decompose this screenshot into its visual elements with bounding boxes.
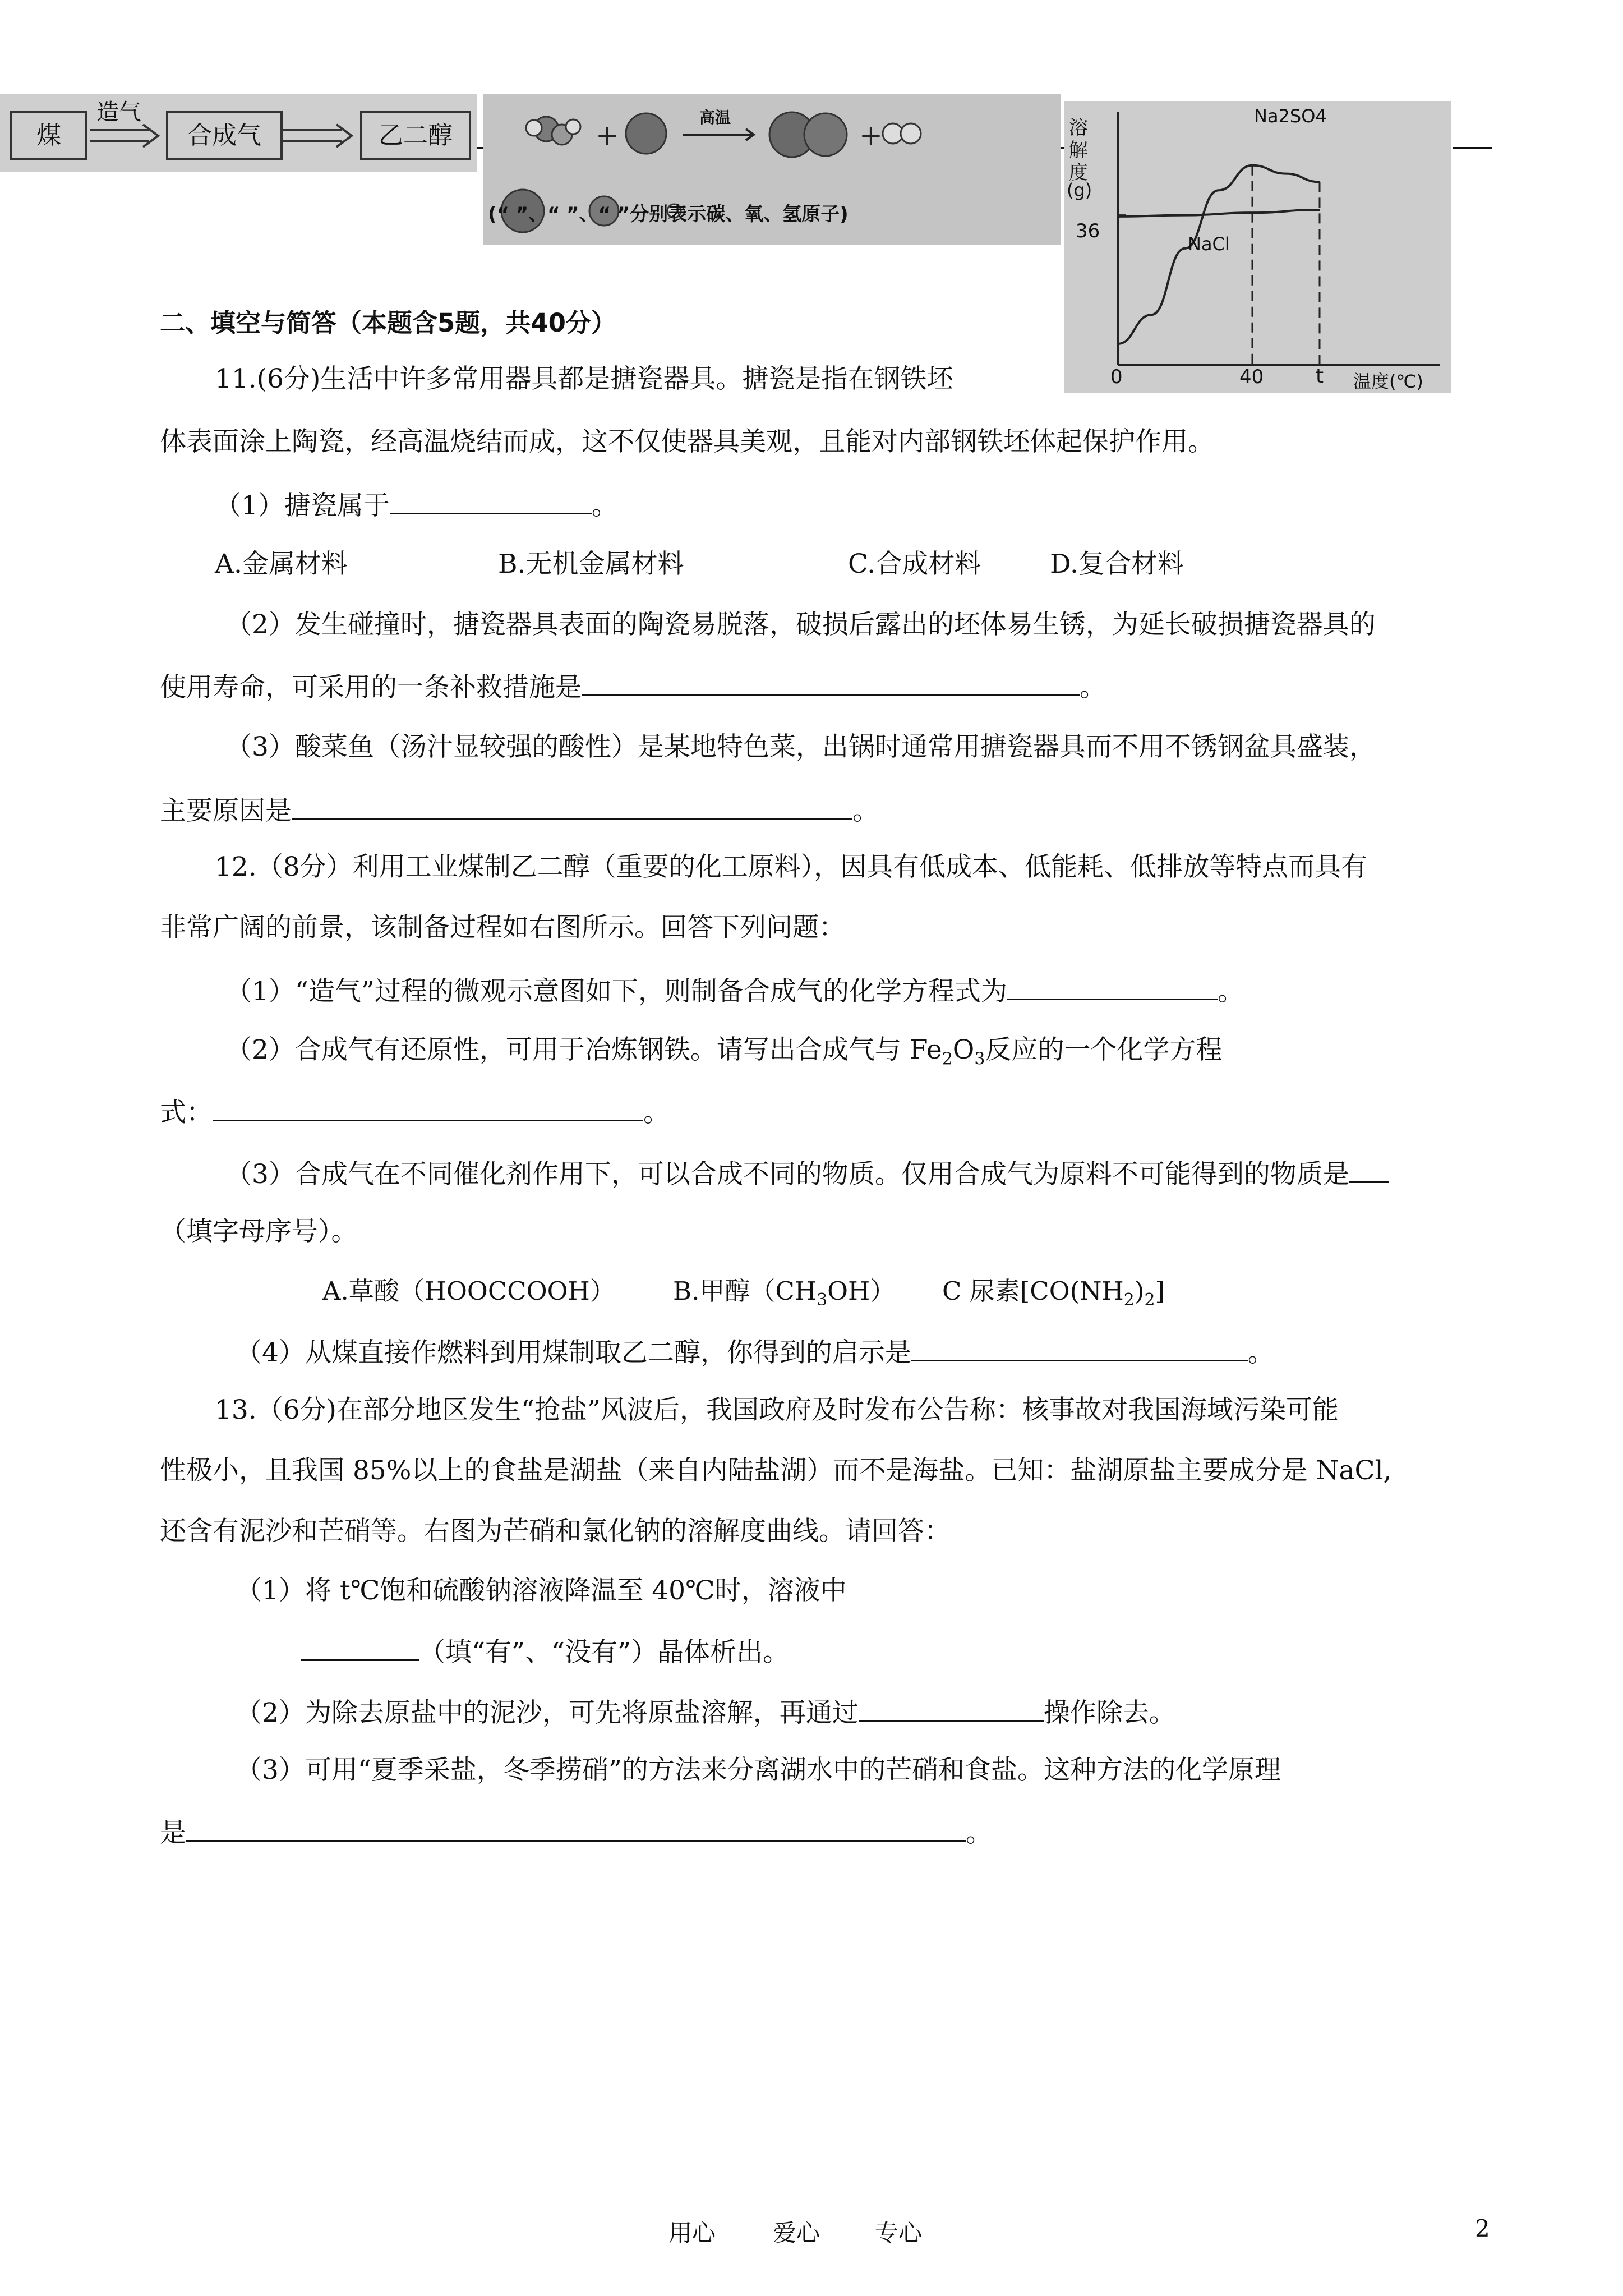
oxygen-atom-icon: [626, 113, 666, 154]
q12-option-c-text: C 尿素[CO(NH: [942, 1276, 1124, 1306]
chart-ylabel-4: (g): [1067, 180, 1092, 201]
flow-arrow-label: 造气: [96, 99, 141, 125]
q12-part2-text-post: 反应的一个化学方程: [985, 1034, 1223, 1065]
q12-option-b-text: B.甲醇（CH: [673, 1276, 817, 1306]
q13-part1-text: （填“有”、“没有”）晶体析出。: [419, 1637, 790, 1668]
page-number: 2: [1475, 2215, 1490, 2242]
footer-motto-1: 用心: [668, 2219, 716, 2247]
reaction-figure: [483, 94, 1061, 245]
q12-part4: [236, 1334, 1274, 1370]
h2-molecule-icon: [883, 123, 921, 144]
q11-stem-2: 体表面涂上陶瓷，经高温烧结而成，这不仅使器具美观，且能对内部钢铁坯体起保护作用。: [160, 426, 1214, 457]
q12-part3-text: （3）合成气在不同催化剂作用下，可以合成不同的物质。仅用合成气为原料不可能得到的物质是: [225, 1159, 1349, 1190]
co-molecule-icon: [769, 112, 847, 157]
q11-option-b: B.无机金属材料: [498, 549, 684, 579]
q11-option-a: A.金属材料: [215, 549, 348, 579]
q13-part3-text: 是: [160, 1818, 186, 1848]
q12-part3-line2: （填字母序号）。: [160, 1216, 358, 1247]
q12-part3-line1: [225, 1156, 1389, 1191]
q12-option-c-sub2: 2: [1144, 1290, 1155, 1310]
chart-ylabel-1: 溶: [1069, 117, 1088, 139]
q12-part2-sub1: 2: [942, 1049, 953, 1069]
q11-part3-text: 主要原因是: [160, 795, 292, 826]
section-heading: 二、填空与简答（本题含5题，共40分）: [160, 308, 616, 338]
q12-part2-sub2: 3: [974, 1049, 985, 1069]
q11-option-c: C.合成材料: [848, 549, 981, 579]
chart-xtick-40: 40: [1239, 366, 1264, 388]
q11-part1-blank[interactable]: [390, 487, 592, 514]
q11-part2-line2: [160, 669, 1106, 705]
q13-stem-2: 性极小，且我国 85%以上的食盐是湖盐（来自内陆盐湖）而不是海盐。已知：盐湖原盐主要成分是 NaCl,: [160, 1455, 1392, 1486]
q11-part3-line2: [160, 792, 879, 828]
footer-motto-2: 爱心: [773, 2219, 820, 2247]
flow-box-syngas: 合成气: [166, 111, 283, 160]
reaction-condition: 高温: [699, 108, 731, 127]
q13-stem-3: 还含有泥沙和芒硝等。右图为芒硝和氯化钠的溶解度曲线。请回答：: [160, 1516, 951, 1547]
q12-option-c-mid: ): [1134, 1276, 1145, 1306]
q11-option-d: D.复合材料: [1050, 549, 1184, 579]
q12-option-c-post: ]: [1155, 1276, 1165, 1306]
q13-part2-text: （2）为除去原盐中的泥沙，可先将原盐溶解，再通过: [236, 1697, 859, 1728]
q12-option-a: A.草酸（HOOCCOOH）: [322, 1276, 615, 1306]
q12-option-b: [673, 1274, 895, 1317]
chart-xtick-0: 0: [1110, 366, 1123, 388]
q12-part2-line1: [225, 1033, 1222, 1076]
reaction-legend: (“ ”、“ ”、“ ”分别表示碳、氧、氢原子): [488, 203, 849, 226]
q13-part3-end: 。: [966, 1818, 992, 1848]
q12-part2-blank[interactable]: [213, 1094, 643, 1121]
solubility-chart-svg: [1064, 101, 1451, 393]
q13-part1-line2: [301, 1634, 789, 1669]
q12-part2-text: （2）合成气有还原性，可用于冶炼钢铁。请写出合成气与 Fe: [225, 1034, 942, 1065]
q12-stem-2: 非常广阔的前景，该制备过程如右图所示。回答下列问题：: [160, 912, 845, 943]
q11-part3-end: 。: [852, 795, 879, 826]
q13-stem-1: 13.（6分)在部分地区发生“抢盐”风波后，我国政府及时发布公告称：核事故对我国海域污染可能: [215, 1395, 1339, 1425]
q11-part2-blank[interactable]: [582, 669, 1080, 696]
q12-part1-blank[interactable]: [1007, 973, 1218, 1000]
q13-part3-line2: [160, 1814, 992, 1850]
q12-part1-text: （1）“造气”过程的微观示意图如下，则制备合成气的化学方程式为: [225, 976, 1007, 1007]
q13-part1-line1: （1）将 t℃饱和硫酸钠溶液降温至 40℃时，溶液中: [236, 1575, 847, 1606]
q12-option-b-post: OH）: [827, 1276, 896, 1306]
q12-part3-blank[interactable]: [1349, 1156, 1389, 1183]
q11-part1: [215, 487, 618, 523]
chart-xtick-t: t: [1316, 365, 1324, 388]
series-label-nacl: NaCl: [1188, 233, 1230, 255]
q12-option-c-sub1: 2: [1123, 1290, 1135, 1310]
top-rule-left: [477, 147, 483, 149]
top-rule-far: [1453, 147, 1492, 149]
methane-molecule-icon: [526, 117, 580, 145]
q12-part4-end: 。: [1247, 1337, 1274, 1368]
q12-part4-text: （4）从煤直接作燃料到用煤制取乙二醇，你得到的启示是: [236, 1337, 911, 1368]
q11-part3-line1: （3）酸菜鱼（汤汁显较强的酸性）是某地特色菜，出锅时通常用搪瓷器具而不用不锈钢盆具盛装，: [225, 731, 1376, 762]
reaction-molecules: [483, 94, 1061, 178]
q13-part1-blank[interactable]: [301, 1634, 419, 1661]
q12-part2-line2: [160, 1094, 670, 1130]
q12-part1: [225, 973, 1244, 1009]
q12-part2-end: 。: [643, 1097, 670, 1128]
q13-part3-line1: （3）可用“夏季采盐，冬季捞硝”的方法来分离湖水中的芒硝和食盐。这种方法的化学原理: [236, 1755, 1281, 1786]
q13-part3-blank[interactable]: [186, 1814, 966, 1842]
footer-motto-3: 专心: [875, 2219, 923, 2247]
q11-part1-end: 。: [591, 490, 618, 521]
svg-text:+: +: [596, 119, 619, 151]
q12-option-b-sub: 3: [817, 1290, 828, 1310]
series-line-nacl: [1118, 210, 1320, 217]
q13-part2: [236, 1694, 1175, 1730]
flow-arrow-2: [283, 122, 356, 150]
q13-part2-text-post: 操作除去。: [1043, 1697, 1175, 1728]
q11-part3-blank[interactable]: [292, 792, 852, 820]
q11-part2-line1: （2）发生碰撞时，搪瓷器具表面的陶瓷易脱落，破损后露出的坯体易生锈，为延长破损搪瓷器具的: [225, 609, 1376, 640]
q12-part2b-text: 式：: [160, 1097, 213, 1128]
q12-part2-o: O: [952, 1034, 975, 1065]
flow-arrow-1: [90, 122, 163, 150]
q11-part2-text: 使用寿命，可采用的一条补救措施是: [160, 672, 582, 703]
q12-stem-1: 12.（8分）利用工业煤制乙二醇（重要的化工原料），因具有低成本、低能耗、低排放等特点而具有: [215, 852, 1368, 882]
chart-ylabel-2: 解: [1069, 139, 1088, 162]
chart-ylabel-3: 度: [1069, 162, 1088, 184]
series-label-na2so4: Na2SO4: [1254, 105, 1327, 127]
flow-diagram: [0, 94, 477, 172]
q12-option-c: [942, 1274, 1165, 1317]
q13-part2-blank[interactable]: [859, 1694, 1044, 1722]
flow-box-glycol: 乙二醇: [360, 111, 471, 160]
svg-text:+: +: [859, 119, 883, 151]
flow-box-coal: 煤: [10, 111, 87, 160]
chart-ytick-36: 36: [1076, 220, 1100, 242]
q11-part2-end: 。: [1080, 672, 1106, 703]
q11-stem-1: 11.(6分)生活中许多常用器具都是搪瓷器具。搪瓷是指在钢铁坯: [215, 364, 953, 394]
q11-part1-text: （1）搪瓷属于: [215, 490, 390, 521]
chart-xlabel: 温度(℃): [1353, 371, 1423, 392]
q12-part1-end: 。: [1217, 976, 1244, 1007]
solubility-chart: [1064, 101, 1451, 393]
q12-part4-blank[interactable]: [911, 1334, 1248, 1361]
